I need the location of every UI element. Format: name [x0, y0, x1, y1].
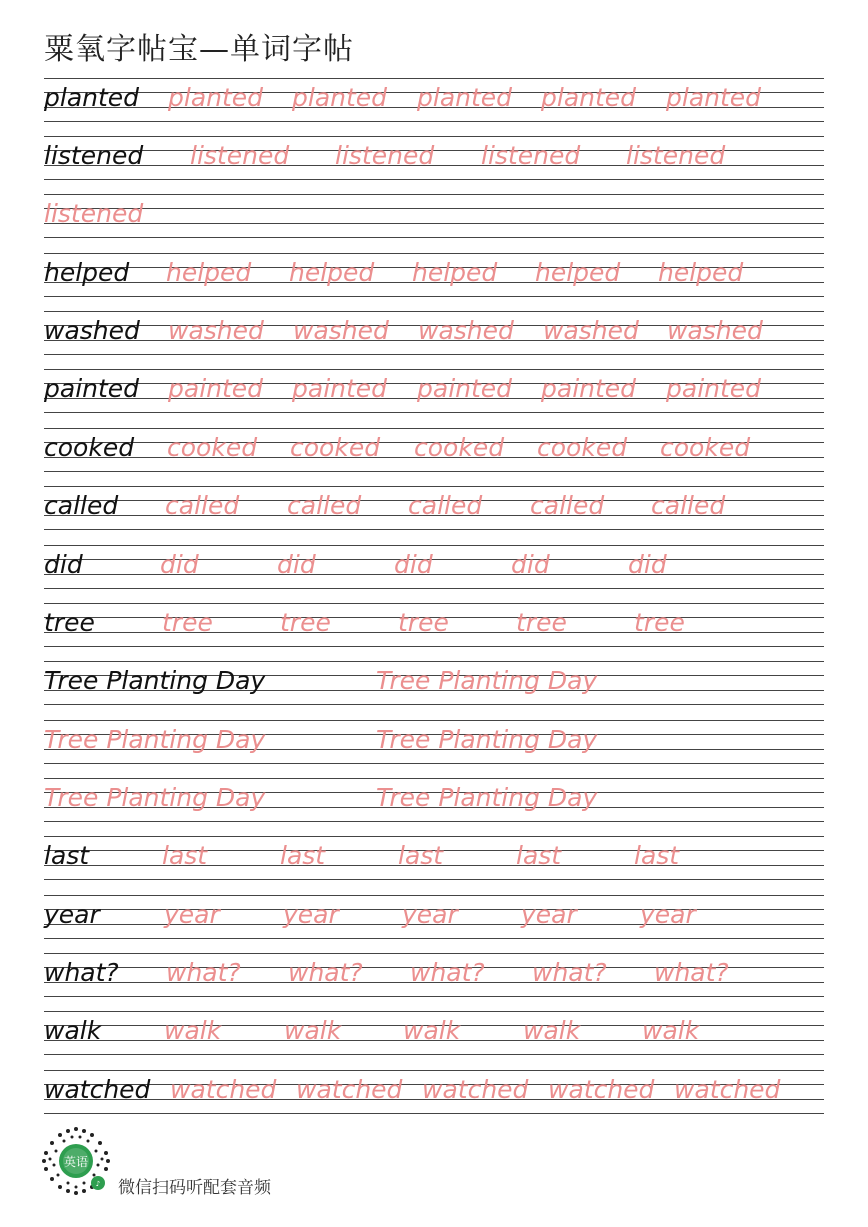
guide-line: [44, 369, 824, 370]
trace-word: last: [280, 841, 326, 870]
trace-word: year: [640, 900, 696, 929]
guide-line: [44, 78, 824, 79]
trace-word: tree: [516, 608, 567, 637]
guide-line: [44, 311, 824, 312]
trace-word: helped: [412, 258, 498, 287]
model-word: painted: [44, 374, 140, 403]
trace-word: last: [162, 841, 208, 870]
trace-word: washed: [543, 316, 639, 345]
trace-word: listened: [481, 141, 581, 170]
practice-row: [44, 428, 824, 486]
trace-word: listened: [335, 141, 435, 170]
guide-line: [44, 471, 824, 472]
trace-word: cooked: [537, 433, 628, 462]
trace-word: tree: [280, 608, 331, 637]
practice-row: [44, 1011, 824, 1069]
guide-line: [44, 704, 824, 705]
trace-word: what?: [532, 958, 607, 987]
guide-line: [44, 223, 824, 224]
practice-row: [44, 661, 824, 719]
trace-word: did: [160, 550, 199, 579]
model-word: tree: [44, 608, 95, 637]
model-word: cooked: [44, 433, 135, 462]
trace-word: cooked: [167, 433, 258, 462]
trace-word: what?: [288, 958, 363, 987]
guide-line: [44, 354, 824, 355]
practice-row: [44, 1070, 824, 1128]
trace-word: tree: [398, 608, 449, 637]
guide-line: [44, 296, 824, 297]
qr-code-icon: [40, 1125, 112, 1197]
trace-word: walk: [642, 1016, 700, 1045]
guide-line: [44, 121, 824, 122]
footer: [40, 1125, 340, 1200]
trace-word: last: [634, 841, 680, 870]
model-word: called: [44, 491, 119, 520]
practice-row: [44, 895, 824, 953]
trace-word: washed: [667, 316, 763, 345]
trace-word: helped: [166, 258, 252, 287]
trace-word: Tree Planting Day: [376, 725, 598, 754]
trace-word: painted: [666, 374, 762, 403]
guide-line: [44, 661, 824, 662]
practice-row: [44, 836, 824, 894]
guide-line: [44, 879, 824, 880]
practice-row: [44, 778, 824, 836]
guide-line: [44, 179, 824, 180]
practice-row: [44, 486, 824, 544]
trace-word: walk: [164, 1016, 222, 1045]
trace-word: what?: [654, 958, 729, 987]
guide-line: [44, 1113, 824, 1114]
model-word: walk: [44, 1016, 102, 1045]
trace-word: called: [287, 491, 362, 520]
trace-word: year: [164, 900, 220, 929]
model-word: planted: [44, 83, 140, 112]
practice-row: [44, 136, 824, 194]
trace-word: cooked: [660, 433, 751, 462]
practice-row: [44, 78, 824, 136]
model-word: watched: [44, 1075, 151, 1104]
guide-line: [44, 1070, 824, 1071]
guide-line: [44, 953, 824, 954]
trace-word: planted: [541, 83, 637, 112]
trace-word: painted: [292, 374, 388, 403]
trace-word: Tree Planting Day: [376, 666, 598, 695]
guide-line: [44, 938, 824, 939]
footer-text: 微信扫码听配套音频: [118, 1178, 271, 1198]
guide-line: [44, 1011, 824, 1012]
guide-line: [44, 895, 824, 896]
trace-word: Tree Planting Day: [44, 725, 266, 754]
model-word: what?: [44, 958, 119, 987]
trace-word: what?: [166, 958, 241, 987]
trace-word: washed: [293, 316, 389, 345]
guide-line: [44, 194, 824, 195]
trace-word: painted: [417, 374, 513, 403]
guide-line: [44, 412, 824, 413]
trace-word: watched: [296, 1075, 403, 1104]
trace-word: walk: [523, 1016, 581, 1045]
guide-line: [44, 763, 824, 764]
trace-word: Tree Planting Day: [376, 783, 598, 812]
practice-row: [44, 194, 824, 252]
trace-word: year: [283, 900, 339, 929]
trace-word: watched: [674, 1075, 781, 1104]
trace-word: did: [628, 550, 667, 579]
practice-row: [44, 545, 824, 603]
model-word: Tree Planting Day: [44, 666, 266, 695]
trace-word: painted: [541, 374, 637, 403]
practice-row: [44, 603, 824, 661]
trace-word: planted: [417, 83, 513, 112]
guide-line: [44, 588, 824, 589]
guide-line: [44, 778, 824, 779]
guide-line: [44, 720, 824, 721]
trace-word: walk: [284, 1016, 342, 1045]
trace-word: year: [402, 900, 458, 929]
trace-word: planted: [292, 83, 388, 112]
trace-word: helped: [289, 258, 375, 287]
qr-badge-label: 英语: [63, 1155, 89, 1169]
guide-line: [44, 603, 824, 604]
trace-word: last: [398, 841, 444, 870]
trace-word: year: [521, 900, 577, 929]
guide-line: [44, 136, 824, 137]
trace-word: planted: [168, 83, 264, 112]
model-word: washed: [44, 316, 140, 345]
trace-word: did: [394, 550, 433, 579]
guide-line: [44, 646, 824, 647]
trace-word: called: [165, 491, 240, 520]
guide-line: [44, 821, 824, 822]
trace-word: what?: [410, 958, 485, 987]
trace-word: did: [277, 550, 316, 579]
guide-line: [44, 208, 824, 209]
trace-word: watched: [548, 1075, 655, 1104]
trace-word: called: [651, 491, 726, 520]
guide-line: [44, 253, 824, 254]
trace-word: helped: [658, 258, 744, 287]
trace-word: called: [408, 491, 483, 520]
trace-word: listened: [190, 141, 290, 170]
trace-word: watched: [422, 1075, 529, 1104]
guide-line: [44, 237, 824, 238]
model-word: last: [44, 841, 90, 870]
practice-row: [44, 369, 824, 427]
trace-word: did: [511, 550, 550, 579]
practice-row: [44, 253, 824, 311]
page-title: 粟氧字帖宝—单词字帖: [44, 32, 354, 67]
trace-word: tree: [634, 608, 685, 637]
trace-word: cooked: [414, 433, 505, 462]
trace-word: washed: [418, 316, 514, 345]
trace-word: listened: [626, 141, 726, 170]
svg-text:♪: ♪: [95, 1180, 101, 1188]
trace-word: planted: [666, 83, 762, 112]
practice-row: [44, 720, 824, 778]
guide-line: [44, 428, 824, 429]
guide-line: [44, 486, 824, 487]
practice-row: [44, 953, 824, 1011]
guide-line: [44, 1054, 824, 1055]
trace-word: washed: [168, 316, 264, 345]
practice-row: [44, 311, 824, 369]
trace-word: walk: [403, 1016, 461, 1045]
trace-word: helped: [535, 258, 621, 287]
trace-word: painted: [168, 374, 264, 403]
model-word: year: [44, 900, 100, 929]
trace-word: Tree Planting Day: [44, 783, 266, 812]
trace-word: called: [530, 491, 605, 520]
model-word: helped: [44, 258, 130, 287]
guide-line: [44, 996, 824, 997]
guide-line: [44, 545, 824, 546]
trace-word: listened: [44, 199, 144, 228]
trace-word: tree: [162, 608, 213, 637]
trace-word: cooked: [290, 433, 381, 462]
guide-line: [44, 529, 824, 530]
model-word: listened: [44, 141, 144, 170]
model-word: did: [44, 550, 83, 579]
guide-line: [44, 836, 824, 837]
trace-word: watched: [170, 1075, 277, 1104]
trace-word: last: [516, 841, 562, 870]
